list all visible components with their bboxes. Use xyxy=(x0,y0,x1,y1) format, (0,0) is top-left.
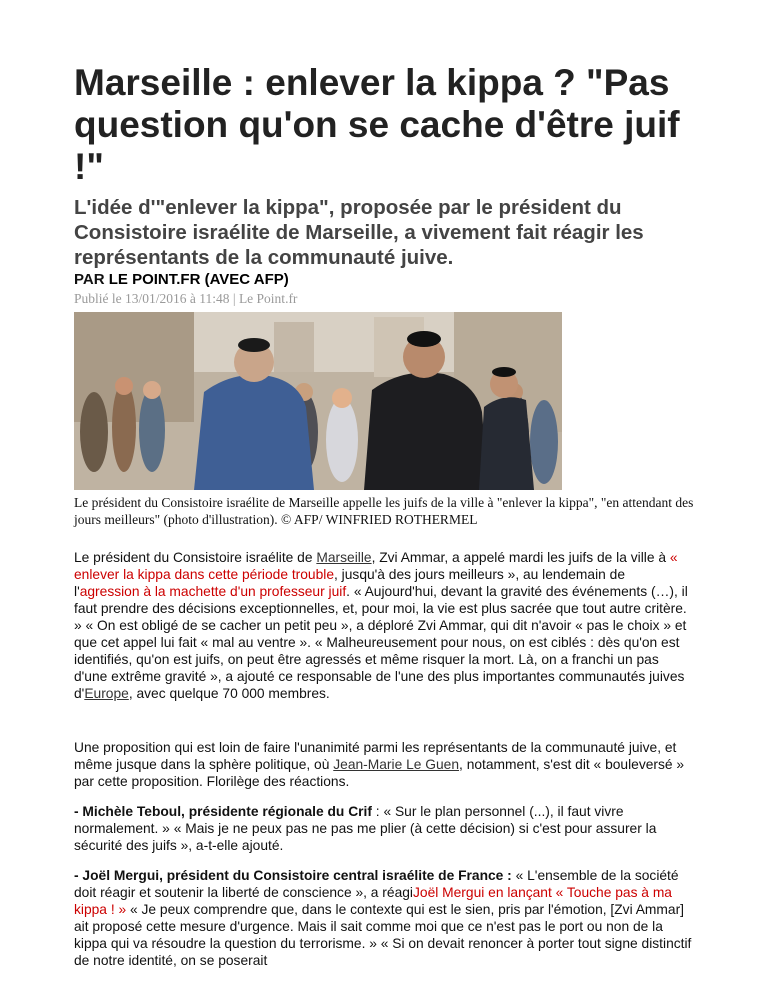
byline-source: LE POINT.FR (AVEC AFP) xyxy=(108,271,289,288)
photo-illustration xyxy=(74,312,562,490)
link-europe[interactable]: Europe xyxy=(84,686,129,701)
text: , notamment, s'est dit « bouleversé » par cette proposition. Florilège des réactions. xyxy=(74,757,685,789)
article xyxy=(74,62,694,969)
text: , Zvi Ammar, a appelé mardi les juifs de la ville à xyxy=(371,550,670,565)
text: « L'ensemble de la société doit réagir et soutenir la liberté de conscience », a réagi xyxy=(74,868,679,900)
link-marseille[interactable]: Marseille xyxy=(316,550,372,565)
text: , jusqu'à des jours meilleurs », au lendemain de l' xyxy=(74,567,626,599)
speaker-teboul: - Michèle Teboul, présidente régionale du Crif xyxy=(74,804,372,819)
text: . « Aujourd'hui, devant la gravité des événements (…), il faut prendre des décisions exceptionnelles, et, pour moi, la vie est plus sacrée que tout autre critère. » « On est obligé de se cacher un petit peu », a déploré Zvi Ammar, qui dit n'avoir « pas le choix » et que cet appel lui fait « mal au ventre ». « Malheureusement pour nous, on est ciblés : dès qu'on est identifiés, qu'on est juifs, on peut être agressés et même risquer la mort. Là, on a franchi un pas d'une extrême gravité », a ajouté ce responsable de l'une des plus importantes communautés juives d' xyxy=(74,584,688,701)
text: « Je peux comprendre que, dans le contexte qui est le sien, pris par l'émotion, [Zvi Ammar] ait proposé cette mesure d'urgence. Mais il sait comme moi que ce n'est pas le port ou non de la kippa qui va résoudre la question du terrorisme. » « Si on devait renoncer à porter tout signe distinctif de notre identité, on se poserait xyxy=(74,902,692,968)
paragraph-3 xyxy=(74,803,694,854)
text: Une proposition qui est loin de faire l'unanimité parmi les représentants de la communauté juive, et même jusque dans la sphère politique, où xyxy=(74,740,677,772)
text: Le président du Consistoire israélite de xyxy=(74,550,317,565)
headline: Marseille : enlever la kippa ? "Pas question qu'on se cache d'être juif !" xyxy=(74,62,680,187)
publication-date: Publié le 13/01/2016 à 11:48 | Le Point.fr xyxy=(74,291,298,306)
text: , avec quelque 70 000 membres. xyxy=(128,686,330,701)
paragraph-1 xyxy=(74,549,694,702)
photo-caption: Le président du Consistoire israélite de Marseille appelle les juifs de la ville à "enlever la kippa", "en attendant des jours meilleurs" (photo d'illustration). © AFP/ WINFRIED ROTHERMEL xyxy=(74,495,694,527)
standfirst: L'idée d'"enlever la kippa", proposée par le président du Consistoire israélite de Marseille, a vivement fait réagir les représentants de la communauté juive. xyxy=(74,196,644,269)
paragraph-4 xyxy=(74,867,694,969)
byline-prefix: PAR xyxy=(74,271,109,288)
byline xyxy=(74,271,694,289)
speaker-mergui: - Joël Mergui, président du Consistoire central israélite de France : xyxy=(74,868,512,883)
link-jean-marie-le-guen[interactable]: Jean-Marie Le Guen xyxy=(333,757,460,772)
paragraph-2 xyxy=(74,739,694,790)
text: : « Sur le plan personnel (...), il faut vivre normalement. » « Mais je ne peux pas ne pas me plier (à cette décision) si c'est pour assurer la sécurité des juifs », a-t-elle ajouté. xyxy=(74,804,657,853)
link-touche-pas-kippa[interactable]: Joël Mergui en lançant « Touche pas à ma kippa ! » xyxy=(74,885,672,917)
link-agression-machette[interactable]: agression à la machette d'un professeur juif xyxy=(79,584,347,599)
article-photo xyxy=(74,312,562,490)
link-enlever-kippa[interactable]: « enlever la kippa dans cette période trouble xyxy=(74,550,678,582)
